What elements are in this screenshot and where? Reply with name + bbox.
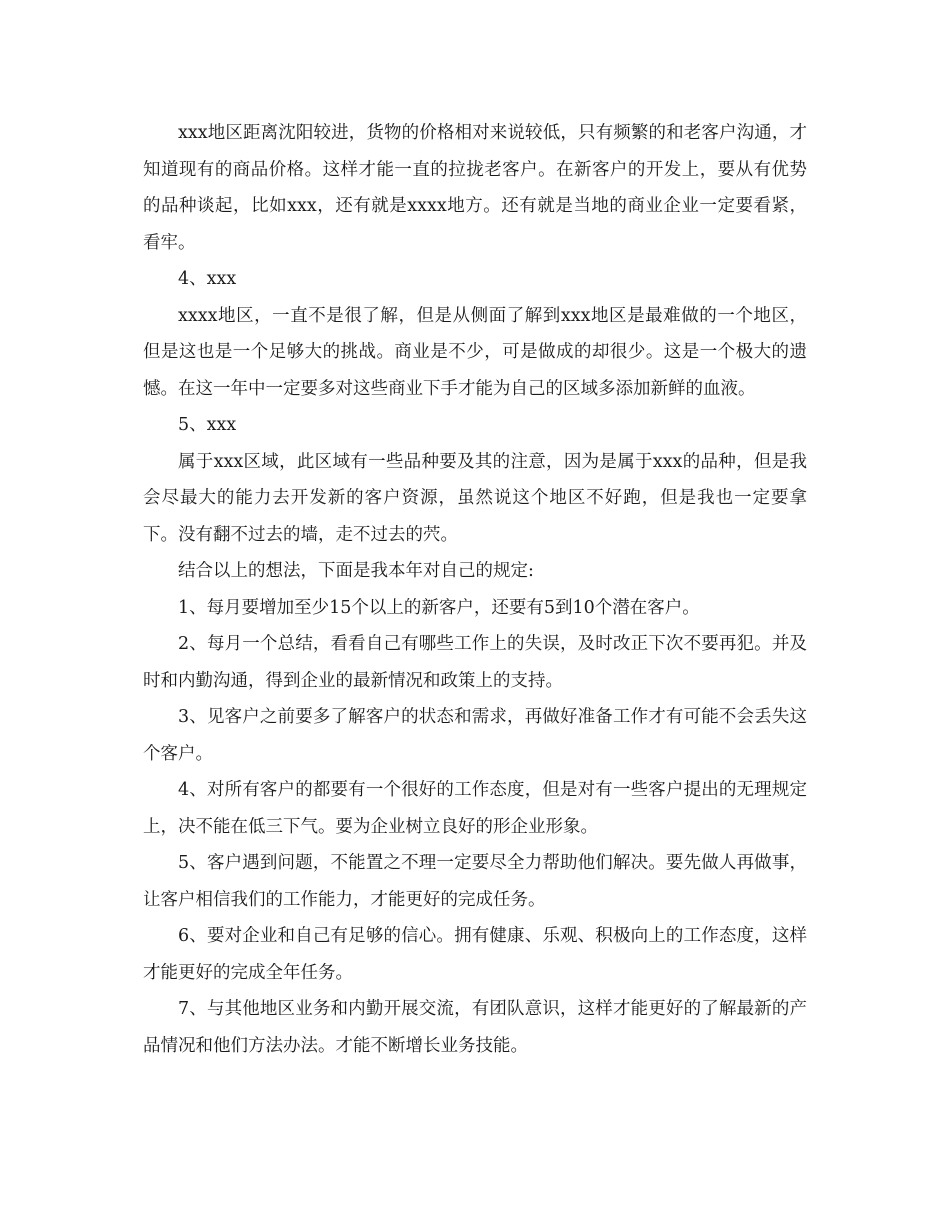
- rule-item-2: 2、每月一个总结，看看自己有哪些工作上的失误，及时改正下次不要再犯。并及时和内勤沟通，得到企业的最新情况和政策上的支持。: [143, 634, 807, 691]
- rule-item-3: 3、见客户之前要多了解客户的状态和需求，再做好准备工作才有可能不会丢失这个客户。: [143, 707, 807, 764]
- paragraph-region-4: xxxx地区，一直不是很了解，但是从侧面了解到xxx地区是最难做的一个地区，但是这也是一个足够大的挑战。商业是不少，可是做成的却很少。这是一个极大的遗憾。在这一年中一定要多对这些商业下手才能为自己的区域多添加新鲜的血液。: [143, 305, 807, 399]
- rule-item-4: 4、对所有客户的都要有一个很好的工作态度，但是对有一些客户提出的无理规定上，决不能在低三下气。要为企业树立良好的形企业形象。: [143, 780, 807, 837]
- rule-item-6: 6、要对企业和自己有足够的信心。拥有健康、乐观、积极向上的工作态度，这样才能更好的完成全年任务。: [143, 926, 807, 983]
- rule-item-7: 7、与其他地区业务和内勤开展交流，有团队意识，这样才能更好的了解最新的产品情况和他们方法办法。才能不断增长业务技能。: [143, 999, 807, 1056]
- heading-item-5: 5、xxx: [178, 415, 237, 435]
- paragraph-region-5: 属于xxx区域，此区域有一些品种要及其的注意，因为是属于xxx的品种，但是我会尽最大的能力去开发新的客户资源，虽然说这个地区不好跑，但是我也一定要拿下。没有翻不过去的墙，走不过去的茓。: [143, 451, 807, 545]
- heading-item-4: 4、xxx: [178, 269, 237, 289]
- rule-item-1: 1、每月要增加至少15个以上的新客户，还要有5到10个潜在客户。: [178, 597, 700, 618]
- rule-item-5: 5、客户遇到问题，不能置之不理一定要尽全力帮助他们解决。要先做人再做事，让客户相信我们的工作能力，才能更好的完成任务。: [143, 853, 807, 910]
- paragraph-region-intro: xxx地区距离沈阳较进，货物的价格相对来说较低，只有频繁的和老客户沟通，才知道现有的商品价格。这样才能一直的拉拢老客户。在新客户的开发上，要从有优势的品种谈起，比如xxx，还有就是xxxx地方。还有就是当地的商业企业一定要看紧，看牢。: [143, 123, 807, 253]
- rules-intro: 结合以上的想法，下面是我本年对自己的规定:: [178, 561, 534, 581]
- document-body: [143, 115, 807, 1064]
